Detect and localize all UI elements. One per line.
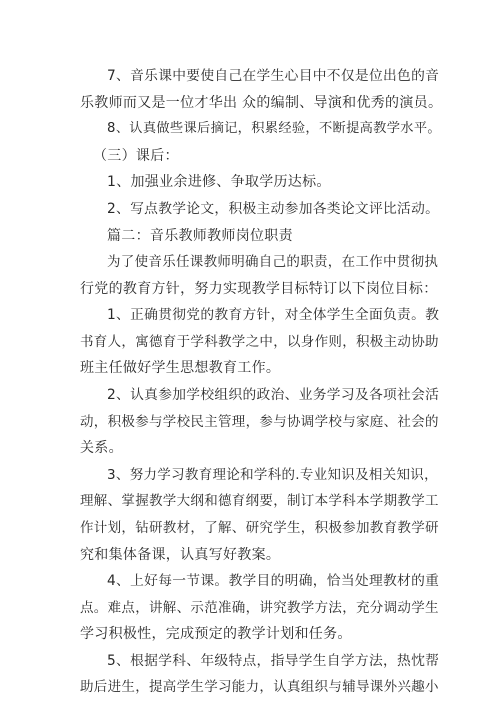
section-heading: 篇二：音乐教师教师岗位职责: [107, 228, 293, 244]
text-line: 行党的教育方针，努力实现教学目标特订以下岗位目标：: [80, 281, 438, 297]
text-line: 动，积极参与学校民主管理，参与协调学校与家庭、社会的: [80, 414, 439, 430]
text-line: 理解、掌握教学大纲和德育纲要，制订本学科本学期教学工: [80, 493, 439, 509]
text-line: 5、根据学科、年级特点，指导学生自学方法，热忱帮: [107, 653, 440, 669]
text-line: 助后进生，提高学生学习能力，认真组织与辅导课外兴趣小: [80, 679, 439, 695]
text-line: 为了使音乐任课教师明确自己的职责，在工作中贯彻执: [107, 254, 439, 270]
text-line: 班主任做好学生思想教育工作。: [80, 360, 281, 376]
text-line: 1、正确贯彻党的教育方针，对全体学生全面负责。教: [107, 307, 440, 323]
text-line: 2、写点教学论文，积极主动参加各类论文评比活动。: [107, 201, 440, 217]
text-line: 2、认真参加学校组织的政治、业务学习及各项社会活: [107, 387, 440, 403]
text-line: 1、加强业余进修、争取学历达标。: [107, 174, 331, 190]
text-line: （三）课后：: [93, 148, 179, 164]
text-line: 3、努力学习教育理论和学科的.专业知识及相关知识，: [107, 467, 438, 483]
text-line: 点。难点，讲解、示范准确，讲究教学方法，充分调动学生: [80, 600, 439, 616]
text-line: 学习积极性，完成预定的教学计划和任务。: [80, 626, 352, 642]
text-line: 7、音乐课中要使自己在学生心目中不仅是位出色的音: [107, 68, 440, 84]
text-line: 8、认真做些课后摘记，积累经验，不断提高教学水平。: [107, 121, 441, 136]
text-line: 书育人，寓德育于学科教学之中，以身作则，积极主动协助: [80, 334, 439, 350]
text-line: 4、上好每一节课。教学目的明确，恰当处理教材的重: [107, 573, 440, 589]
text-line: 究和集体备课，认真写好教案。: [80, 547, 281, 563]
text-line: 作计划，钻研教材，了解、研究学生，积极参加教育教学研: [80, 520, 439, 536]
text-line: 关系。: [80, 440, 123, 456]
text-line: 乐教师而又是一位才华出 众的编制、导演和优秀的演员。: [80, 95, 443, 111]
